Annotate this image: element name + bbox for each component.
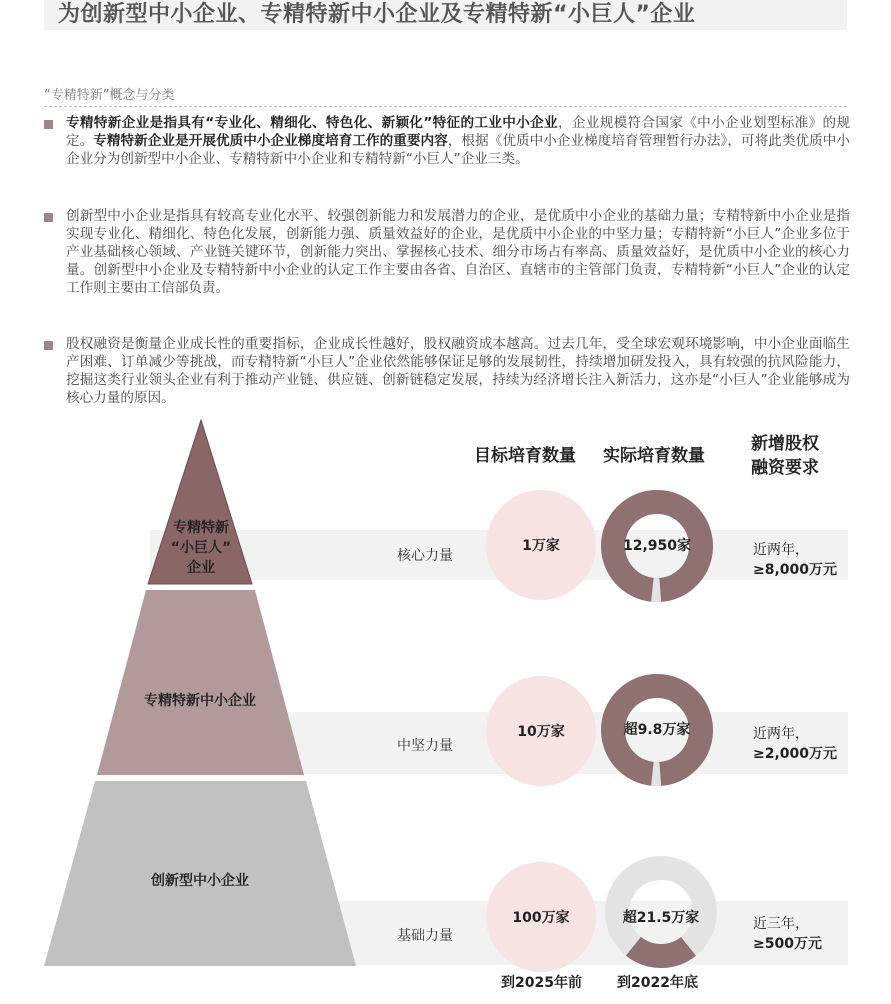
pyramid-tier-middle [97, 590, 304, 775]
force-label-foundation: 基础力量 [397, 928, 453, 944]
definition-bold-2: 专精特新企业是开展优质中小企业梯度培育工作的重要内容 [93, 133, 448, 149]
target-value: 10万家 [517, 724, 565, 740]
target-circle-backbone [486, 676, 596, 786]
tier-name-middle: 专精特新中小企业 [144, 693, 256, 709]
definition-text-1: ，企业规模符合国家《中小企业划型标准》的规定。 [66, 115, 851, 149]
tier-name-top [151, 518, 251, 578]
tier-name-bottom: 创新型中小企业 [151, 873, 249, 889]
paragraph-categories: 创新型中小企业是指具有较高专业化水平、较强创新能力和发展潜力的企业，是优质中小企业的基础力量；专精特新中小企业是指实现专业化、精细化、特色化发展，创新能力强、质量效益好的企业，是优质中小企业的中坚力量；专精特新“小巨人”企业多位于产业基础核心领域、产业链关键环节，创新能力突出、掌握核心技术、细分市场占有率高、质量效益好，是优质中小企业的核心力量。创新型中小企业及专精特新中小企业的认定工作主要由各省、自治区、直辖市的主管部门负责，专精特新“小巨人”企业的认定工作则主要由工信部负责。 [66, 208, 850, 296]
tier-name-line: 专精特新 [173, 520, 229, 536]
header-requirement-line2: 融资要求 [751, 458, 819, 478]
paragraph-financing: 股权融资是衡量企业成长性的重要指标，企业成长性越好，股权融资成本越高。过去几年，受全球宏观环境影响，中小企业面临生产困难、订单减少等挑战，而专精特新“小巨人”企业依然能够保证足够的发展韧性，持续增加研发投入，具有较强的抗风险能力，挖掘这类行业领头企业有利于推动产业链、供应链、创新链稳定发展，持续为经济增长注入新活力，这亦是“小巨人”企业能够成为核心力量的原因。 [66, 336, 850, 406]
actual-value-backbone: 超9.8万家 [623, 722, 691, 738]
target-value: 1万家 [522, 538, 560, 554]
requirement-value: ≥500万元 [753, 936, 822, 952]
force-label-backbone: 中坚力量 [397, 738, 453, 754]
footer-target-deadline: 到2025年前 [501, 975, 582, 991]
tier-name-line: “小巨人” [170, 540, 232, 556]
requirement-core [753, 540, 837, 580]
tier-name-line: 企业 [187, 560, 215, 576]
section-subtitle: “专精特新”概念与分类 [44, 88, 175, 103]
requirement-value: ≥8,000万元 [753, 562, 838, 578]
target-circle-foundation [486, 862, 596, 972]
footer-actual-date: 到2022年底 [617, 975, 698, 991]
requirement-backbone [753, 724, 837, 764]
requirement-period: 近两年， [753, 726, 809, 742]
requirement-period: 近两年， [753, 542, 809, 558]
header-requirement-line1: 新增股权 [751, 434, 819, 454]
actual-value-foundation: 超21.5万家 [622, 910, 700, 926]
header-target-count: 目标培育数量 [474, 446, 576, 466]
requirement-foundation [753, 914, 822, 954]
definition-bold-1: 专精特新企业是指具有“专业化、精细化、特色化、新颖化”特征的工业中小企业 [66, 115, 558, 131]
header-actual-count: 实际培育数量 [603, 446, 705, 466]
target-value: 100万家 [512, 910, 570, 926]
force-label-core: 核心力量 [397, 548, 453, 564]
page-title: 为创新型中小企业、专精特新中小企业及专精特新“小巨人”企业 [58, 2, 696, 27]
requirement-period: 近三年， [753, 916, 809, 932]
requirement-value: ≥2,000万元 [753, 746, 838, 762]
target-circle-core [486, 490, 596, 600]
definition-text-2: ，根据《优质中小企业梯度培育管理暂行办法》，可将此类优质中小企业分为创新型中小企业、专精特新中小企业和专精特新“小巨人”企业三类。 [66, 133, 851, 167]
actual-value-core: 12,950家 [622, 538, 692, 554]
